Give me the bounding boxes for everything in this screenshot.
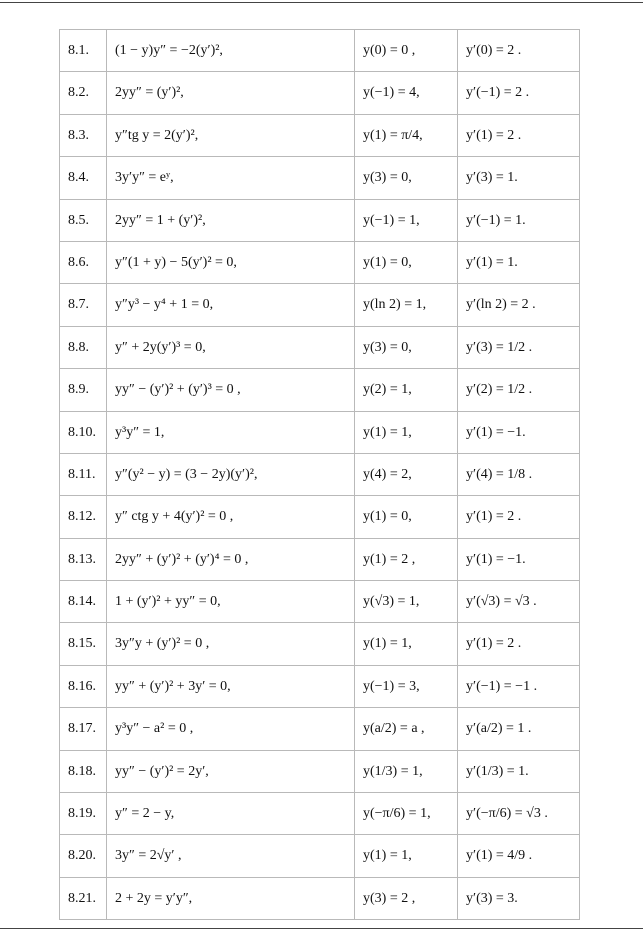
equation-cell: 2yy″ = 1 + (y′)², bbox=[107, 199, 355, 241]
equation-cell: 2yy″ + (y′)² + (y′)⁴ = 0 , bbox=[107, 538, 355, 580]
initial-condition-dy: y′(4) = 1/8 . bbox=[458, 453, 580, 495]
problem-number: 8.14. bbox=[60, 581, 107, 623]
problem-number: 8.5. bbox=[60, 199, 107, 241]
problem-number: 8.18. bbox=[60, 750, 107, 792]
initial-condition-y: y(−1) = 1, bbox=[355, 199, 458, 241]
initial-condition-dy: y′(1) = 1. bbox=[458, 241, 580, 283]
table-row bbox=[60, 581, 580, 623]
initial-condition-dy: y′(1) = −1. bbox=[458, 411, 580, 453]
table-row bbox=[60, 157, 580, 199]
equation-cell: y″tg y = 2(y′)², bbox=[107, 114, 355, 156]
initial-condition-dy: y′(1/3) = 1. bbox=[458, 750, 580, 792]
equation-cell: yy″ + (y′)² + 3y′ = 0, bbox=[107, 665, 355, 707]
problems-table-body bbox=[60, 30, 580, 920]
problem-number: 8.12. bbox=[60, 496, 107, 538]
initial-condition-dy: y′(1) = 2 . bbox=[458, 496, 580, 538]
initial-condition-y: y(ln 2) = 1, bbox=[355, 284, 458, 326]
equation-cell: 2yy″ = (y′)², bbox=[107, 72, 355, 114]
initial-condition-y: y(1) = 1, bbox=[355, 411, 458, 453]
initial-condition-dy: y′(3) = 3. bbox=[458, 877, 580, 919]
bottom-rule bbox=[0, 928, 643, 929]
table-row bbox=[60, 708, 580, 750]
initial-condition-y: y(a/2) = a , bbox=[355, 708, 458, 750]
problem-number: 8.21. bbox=[60, 877, 107, 919]
initial-condition-dy: y′(1) = −1. bbox=[458, 538, 580, 580]
initial-condition-y: y(−1) = 4, bbox=[355, 72, 458, 114]
table-row bbox=[60, 114, 580, 156]
table-row bbox=[60, 326, 580, 368]
initial-condition-y: y(1) = π/4, bbox=[355, 114, 458, 156]
initial-condition-dy: y′(3) = 1/2 . bbox=[458, 326, 580, 368]
equation-cell: 1 + (y′)² + yy″ = 0, bbox=[107, 581, 355, 623]
initial-condition-y: y(1) = 1, bbox=[355, 623, 458, 665]
table-row bbox=[60, 453, 580, 495]
initial-condition-y: y(1/3) = 1, bbox=[355, 750, 458, 792]
table-row bbox=[60, 72, 580, 114]
problem-number: 8.8. bbox=[60, 326, 107, 368]
table-row bbox=[60, 284, 580, 326]
table-row bbox=[60, 411, 580, 453]
table-row bbox=[60, 835, 580, 877]
initial-condition-y: y(√3) = 1, bbox=[355, 581, 458, 623]
problem-number: 8.3. bbox=[60, 114, 107, 156]
initial-condition-dy: y′(ln 2) = 2 . bbox=[458, 284, 580, 326]
initial-condition-y: y(1) = 2 , bbox=[355, 538, 458, 580]
initial-condition-dy: y′(a/2) = 1 . bbox=[458, 708, 580, 750]
problem-number: 8.13. bbox=[60, 538, 107, 580]
table-row bbox=[60, 623, 580, 665]
equation-cell: yy″ − (y′)² = 2y′, bbox=[107, 750, 355, 792]
equation-cell: yy″ − (y′)² + (y′)³ = 0 , bbox=[107, 369, 355, 411]
initial-condition-y: y(4) = 2, bbox=[355, 453, 458, 495]
table-row bbox=[60, 665, 580, 707]
table-row bbox=[60, 793, 580, 835]
problem-number: 8.6. bbox=[60, 241, 107, 283]
problem-number: 8.17. bbox=[60, 708, 107, 750]
equation-cell: y″(y² − y) = (3 − 2y)(y′)², bbox=[107, 453, 355, 495]
problem-number: 8.1. bbox=[60, 30, 107, 72]
table-row bbox=[60, 30, 580, 72]
table-row bbox=[60, 750, 580, 792]
initial-condition-dy: y′(−1) = −1 . bbox=[458, 665, 580, 707]
initial-condition-y: y(1) = 0, bbox=[355, 241, 458, 283]
problems-table bbox=[59, 29, 580, 920]
problem-number: 8.2. bbox=[60, 72, 107, 114]
equation-cell: (1 − y)y″ = −2(y′)², bbox=[107, 30, 355, 72]
initial-condition-dy: y′(−1) = 2 . bbox=[458, 72, 580, 114]
initial-condition-y: y(3) = 2 , bbox=[355, 877, 458, 919]
equation-cell: y″y³ − y⁴ + 1 = 0, bbox=[107, 284, 355, 326]
initial-condition-dy: y′(√3) = √3 . bbox=[458, 581, 580, 623]
initial-condition-dy: y′(1) = 2 . bbox=[458, 623, 580, 665]
initial-condition-y: y(1) = 0, bbox=[355, 496, 458, 538]
problem-number: 8.7. bbox=[60, 284, 107, 326]
initial-condition-y: y(1) = 1, bbox=[355, 835, 458, 877]
top-rule bbox=[0, 2, 643, 3]
initial-condition-dy: y′(−π/6) = √3 . bbox=[458, 793, 580, 835]
problem-number: 8.4. bbox=[60, 157, 107, 199]
equation-cell: y″ = 2 − y, bbox=[107, 793, 355, 835]
table-row bbox=[60, 877, 580, 919]
initial-condition-dy: y′(0) = 2 . bbox=[458, 30, 580, 72]
initial-condition-dy: y′(2) = 1/2 . bbox=[458, 369, 580, 411]
table-row bbox=[60, 241, 580, 283]
equation-cell: 3y″ = 2√y′ , bbox=[107, 835, 355, 877]
initial-condition-y: y(3) = 0, bbox=[355, 326, 458, 368]
initial-condition-dy: y′(3) = 1. bbox=[458, 157, 580, 199]
table-row bbox=[60, 538, 580, 580]
initial-condition-dy: y′(1) = 2 . bbox=[458, 114, 580, 156]
initial-condition-y: y(−1) = 3, bbox=[355, 665, 458, 707]
initial-condition-dy: y′(1) = 4/9 . bbox=[458, 835, 580, 877]
initial-condition-y: y(0) = 0 , bbox=[355, 30, 458, 72]
problem-number: 8.10. bbox=[60, 411, 107, 453]
equation-cell: 2 + 2y = y′y″, bbox=[107, 877, 355, 919]
problem-number: 8.20. bbox=[60, 835, 107, 877]
equation-cell: y″(1 + y) − 5(y′)² = 0, bbox=[107, 241, 355, 283]
problem-number: 8.11. bbox=[60, 453, 107, 495]
problem-number: 8.16. bbox=[60, 665, 107, 707]
equation-cell: 3y′y″ = eʸ, bbox=[107, 157, 355, 199]
initial-condition-dy: y′(−1) = 1. bbox=[458, 199, 580, 241]
problem-number: 8.19. bbox=[60, 793, 107, 835]
equation-cell: y³y″ = 1, bbox=[107, 411, 355, 453]
equation-cell: y″ ctg y + 4(y′)² = 0 , bbox=[107, 496, 355, 538]
initial-condition-y: y(−π/6) = 1, bbox=[355, 793, 458, 835]
table-row bbox=[60, 369, 580, 411]
table-row bbox=[60, 496, 580, 538]
problem-number: 8.15. bbox=[60, 623, 107, 665]
equation-cell: y″ + 2y(y′)³ = 0, bbox=[107, 326, 355, 368]
table-row bbox=[60, 199, 580, 241]
initial-condition-y: y(2) = 1, bbox=[355, 369, 458, 411]
equation-cell: y³y″ − a² = 0 , bbox=[107, 708, 355, 750]
equation-cell: 3y″y + (y′)² = 0 , bbox=[107, 623, 355, 665]
initial-condition-y: y(3) = 0, bbox=[355, 157, 458, 199]
problem-number: 8.9. bbox=[60, 369, 107, 411]
